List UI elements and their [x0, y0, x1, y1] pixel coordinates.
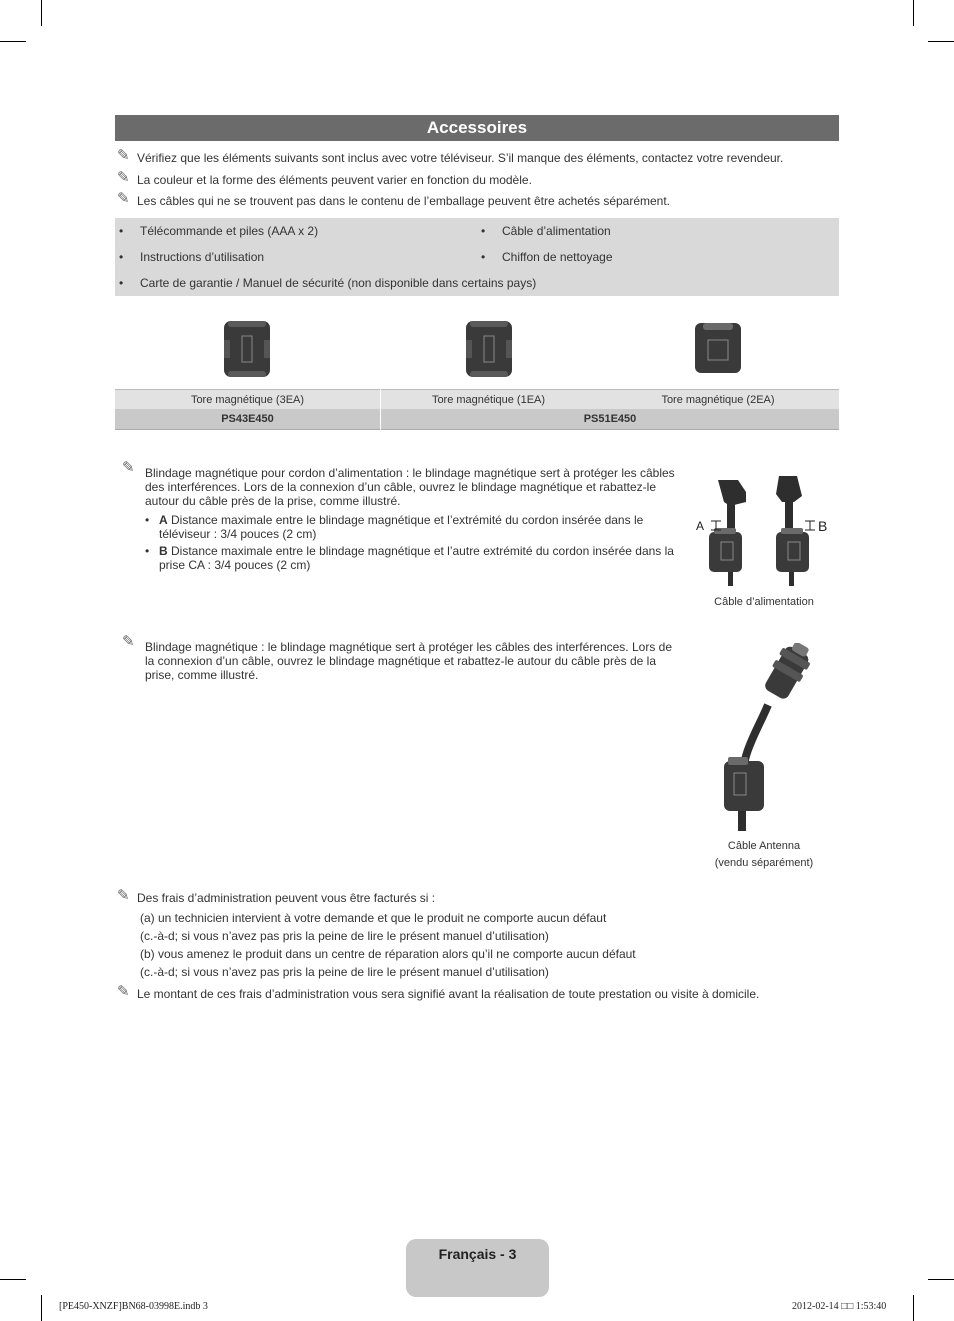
- ferrite-label-row: [115, 389, 839, 409]
- print-timestamp: 2012-02-14 □□ 1:53:40: [792, 1301, 887, 1312]
- power-cord-illustration: [694, 470, 834, 588]
- ferrite-core-image: [693, 320, 743, 376]
- crop-mark: [928, 1279, 954, 1280]
- list-item: • Chiffon de nettoyage: [481, 250, 613, 264]
- label-a: A: [696, 519, 705, 533]
- power-shield-bullet-a: A Distance maximale entre le blindage magnétique et l’extrémité du cordon insérée dans le téléviseur : 3/4 pouces (2 cm): [159, 513, 644, 541]
- power-shield-text: Blindage magnétique pour cordon d’alimentation : le blindage magnétique sert à protéger les câbles des interférences. Lors de la connexion d’un câble, ouvrez le blindage magnétique et rabattez-le autour du câble près de la prise, comme illustré.: [145, 466, 675, 508]
- print-file-info: [PE450-XNZF]BN68-03998E.indb 3: [59, 1301, 208, 1312]
- antenna-cable-illustration: [716, 643, 812, 833]
- power-cord-caption: Câble d’alimentation: [714, 596, 814, 608]
- antenna-shield-note: [122, 633, 142, 650]
- pencil-note-icon: ✎: [122, 459, 135, 476]
- pencil-note-icon: ✎: [117, 983, 130, 1000]
- crop-mark: [41, 1295, 42, 1321]
- note-check-contents: ✎ Vérifiez que les éléments suivants sont inclus avec votre téléviseur. S’il manque des éléments, contactez votre revendeur.: [117, 147, 784, 165]
- note-color-shape: ✎ La couleur et la forme des éléments peuvent varier en fonction du modèle.: [117, 169, 532, 187]
- fees-line: (b) vous amenez le produit dans un centre de réparation alors qu’il ne comporte aucun défaut: [140, 947, 636, 961]
- crop-mark: [913, 1295, 914, 1321]
- power-shield-bullet-b: B Distance maximale entre le blindage magnétique et l’autre extrémité du cordon insérée dans la prise CA : 3/4 pouces (2 cm): [159, 544, 674, 572]
- table-cell: Tore magnétique (2EA): [661, 393, 775, 406]
- note-cables-separate: ✎ Les câbles qui ne se trouvent pas dans le contenu de l’emballage peuvent être achetés séparément.: [117, 190, 671, 208]
- list-item: • Télécommande et piles (AAA x 2): [119, 224, 319, 238]
- fees-line: (a) un technicien intervient à votre demande et que le produit ne comporte aucun défaut: [140, 911, 607, 925]
- fees-line: (c.-à-d; si vous n’avez pas pris la peine de lire le présent manuel d’utilisation): [140, 929, 549, 943]
- list-item: • Instructions d’utilisation: [119, 250, 265, 264]
- list-item: • Câble d’alimentation: [481, 224, 611, 238]
- ferrite-core-image: [222, 318, 272, 380]
- pencil-note-icon: ✎: [117, 147, 130, 164]
- table-cell: PS51E450: [583, 413, 637, 425]
- crop-mark: [0, 41, 26, 42]
- crop-mark: [928, 41, 954, 42]
- antenna-caption: Câble Antenna: [727, 840, 801, 852]
- pencil-note-icon: ✎: [117, 169, 130, 186]
- section-title: Accessoires: [115, 115, 839, 141]
- pencil-note-icon: ✎: [117, 190, 130, 207]
- fees-note: ✎ Des frais d’administration peuvent vous être facturés si :: [117, 887, 436, 905]
- ferrite-core-image: [464, 318, 514, 380]
- table-cell: PS43E450: [221, 413, 274, 425]
- crop-mark: [0, 1279, 26, 1280]
- table-cell: Tore magnétique (1EA): [431, 393, 546, 406]
- pencil-note-icon: ✎: [117, 887, 130, 904]
- fees-final-note: ✎ Le montant de ces frais d’administration vous sera signifié avant la réalisation de toute prestation ou visite à domicile.: [117, 983, 760, 1001]
- table-cell: Tore magnétique (3EA): [190, 393, 305, 406]
- pencil-note-icon: ✎: [122, 633, 135, 650]
- crop-mark: [913, 0, 914, 26]
- bullet-dot: •: [145, 544, 150, 558]
- antenna-caption-sub: (vendu séparément): [714, 857, 814, 869]
- bullet-dot: •: [145, 513, 150, 527]
- fees-line: (c.-à-d; si vous n’avez pas pris la peine de lire le présent manuel d’utilisation): [140, 965, 549, 979]
- list-item: • Carte de garantie / Manuel de sécurité (non disponible dans certains pays): [119, 276, 537, 290]
- label-b: B: [818, 518, 828, 534]
- antenna-shield-text: Blindage magnétique : le blindage magnétique sert à protéger les câbles des interférences. Lors de la connexion d’un câble, ouvrez le blindage magnétique et rabattez-le autour du câble près de la prise, comme illustré.: [145, 640, 672, 682]
- crop-mark: [41, 0, 42, 26]
- page-number: Français - 3: [438, 1246, 517, 1262]
- table-divider: [380, 389, 381, 430]
- power-shield-note: [122, 459, 142, 476]
- model-row: [115, 409, 839, 430]
